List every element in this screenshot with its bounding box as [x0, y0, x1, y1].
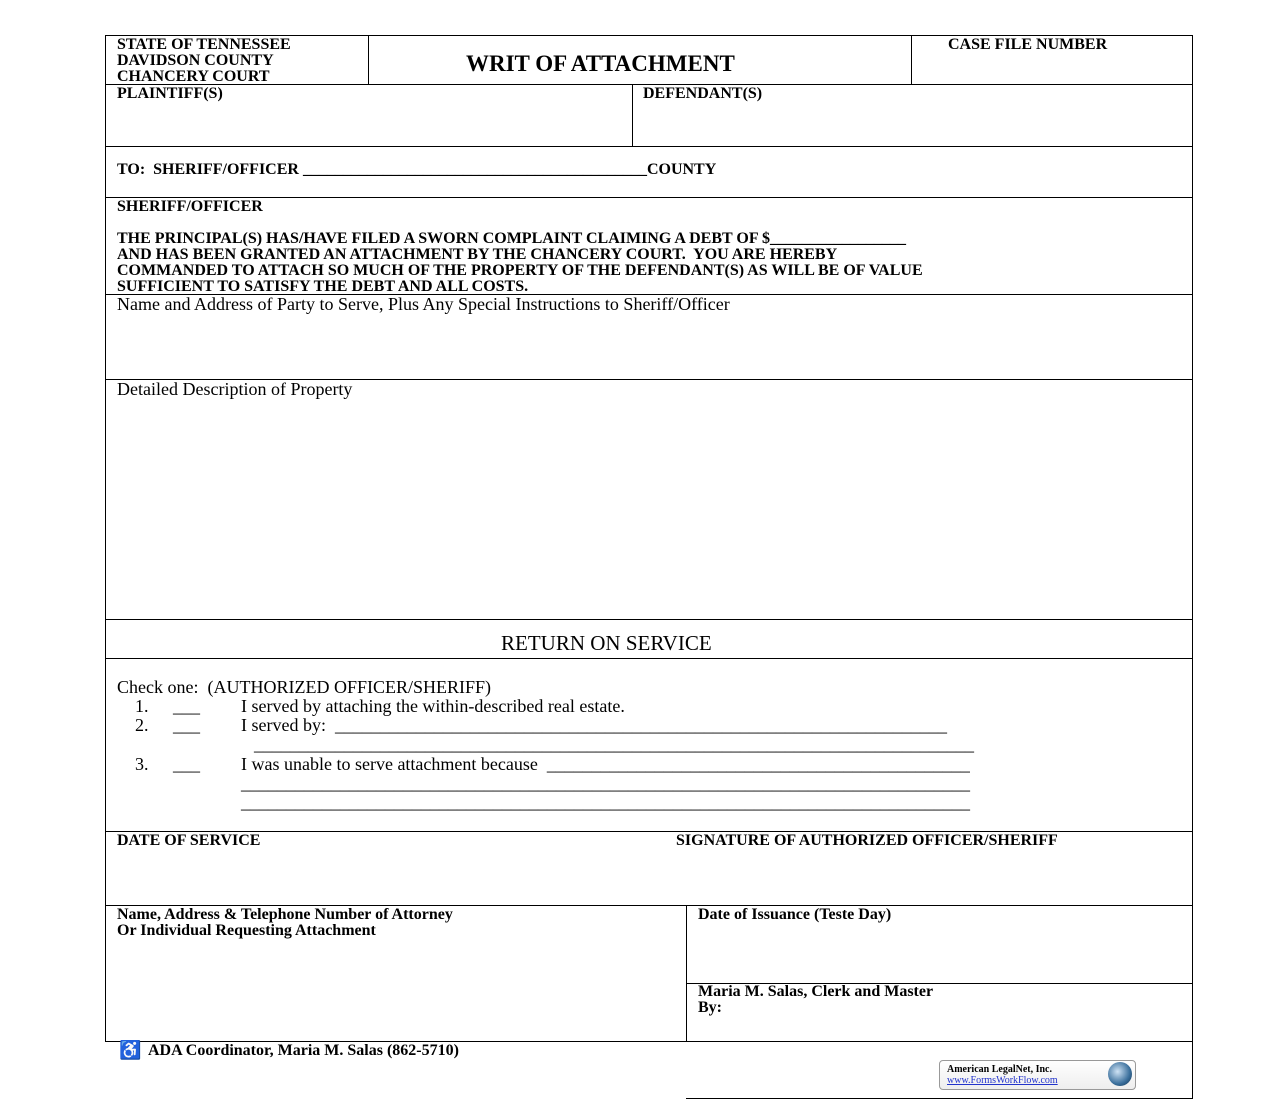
logo-link[interactable]: www.FormsWorkFlow.com [947, 1075, 1058, 1086]
plaintiff-label: PLAINTIFF(S) [117, 85, 223, 102]
border-line [368, 35, 369, 84]
option-number: 3. [135, 754, 149, 774]
option-number: 1. [135, 696, 149, 716]
option-text: I served by attaching the within-described real estate. [241, 696, 625, 716]
command-text: COMMANDED TO ATTACH SO MUCH OF THE PROPERTY OF THE DEFENDANT(S) AS WILL BE OF VALUE [117, 262, 923, 279]
party-to-serve-label: Name and Address of Party to Serve, Plus Any Special Instructions to Sheriff/Officer [117, 294, 730, 314]
return-on-service-title: RETURN ON SERVICE [501, 631, 712, 655]
court-line: CHANCERY COURT [117, 68, 270, 85]
accessibility-icon: ♿ [119, 1040, 142, 1060]
globe-icon [1108, 1062, 1132, 1086]
command-text: THE PRINCIPAL(S) HAS/HAVE FILED A SWORN COMPLAINT CLAIMING A DEBT OF $_________________ [117, 230, 906, 247]
to-sheriff-line: TO: SHERIFF/OFFICER ___________________________________________COUNTY [117, 161, 717, 178]
blank-line: _________________________________________________________________________________ [241, 792, 970, 812]
date-of-issuance-label: Date of Issuance (Teste Day) [698, 906, 892, 923]
border-line [632, 84, 633, 146]
border-line [105, 197, 1193, 198]
border-line [911, 35, 912, 84]
defendant-label: DEFENDANT(S) [643, 85, 763, 102]
option-number: 2. [135, 715, 149, 735]
option-text: I served by: ____________________________________________________________________ [241, 715, 947, 735]
property-description-label: Detailed Description of Property [117, 379, 353, 399]
border-line [1192, 35, 1193, 1099]
court-line: DAVIDSON COUNTY [117, 52, 274, 69]
ada-coordinator-text: ADA Coordinator, Maria M. Salas (862-5710) [148, 1042, 459, 1059]
check-one-label: Check one: (AUTHORIZED OFFICER/SHERIFF) [117, 677, 491, 697]
option-1-checkbox[interactable]: ___ [173, 696, 200, 716]
by-label: By: [698, 999, 722, 1016]
attorney-label: Name, Address & Telephone Number of Attorney [117, 906, 453, 923]
border-line [686, 905, 687, 1041]
option-3-checkbox[interactable]: ___ [173, 754, 200, 774]
date-of-service-label: DATE OF SERVICE [117, 832, 261, 849]
border-line [105, 146, 1193, 147]
blank-line: ________________________________________________________________________________ [254, 734, 974, 754]
signature-label: SIGNATURE OF AUTHORIZED OFFICER/SHERIFF [676, 832, 1058, 849]
clerk-name: Maria M. Salas, Clerk and Master [698, 983, 934, 1000]
option-2-checkbox[interactable]: ___ [173, 715, 200, 735]
page-title: WRIT OF ATTACHMENT [466, 51, 735, 76]
american-legalnet-logo[interactable] [939, 1060, 1136, 1090]
blank-line: _________________________________________________________________________________ [241, 773, 970, 793]
sheriff-heading: SHERIFF/OFFICER [117, 198, 263, 215]
border-line [686, 1098, 1193, 1099]
border-line [105, 658, 1193, 659]
court-line: STATE OF TENNESSEE [117, 36, 291, 53]
border-line [105, 35, 106, 1042]
attorney-label: Or Individual Requesting Attachment [117, 922, 376, 939]
border-line [105, 619, 1193, 620]
command-text: SUFFICIENT TO SATISFY THE DEBT AND ALL COSTS. [117, 278, 529, 295]
command-text: AND HAS BEEN GRANTED AN ATTACHMENT BY THE CHANCERY COURT. YOU ARE HEREBY [117, 246, 838, 263]
logo-name: American LegalNet, Inc. [947, 1064, 1052, 1075]
option-text: I was unable to serve attachment because _______________________________________________ [241, 754, 970, 774]
case-file-number-label: CASE FILE NUMBER [948, 36, 1108, 53]
